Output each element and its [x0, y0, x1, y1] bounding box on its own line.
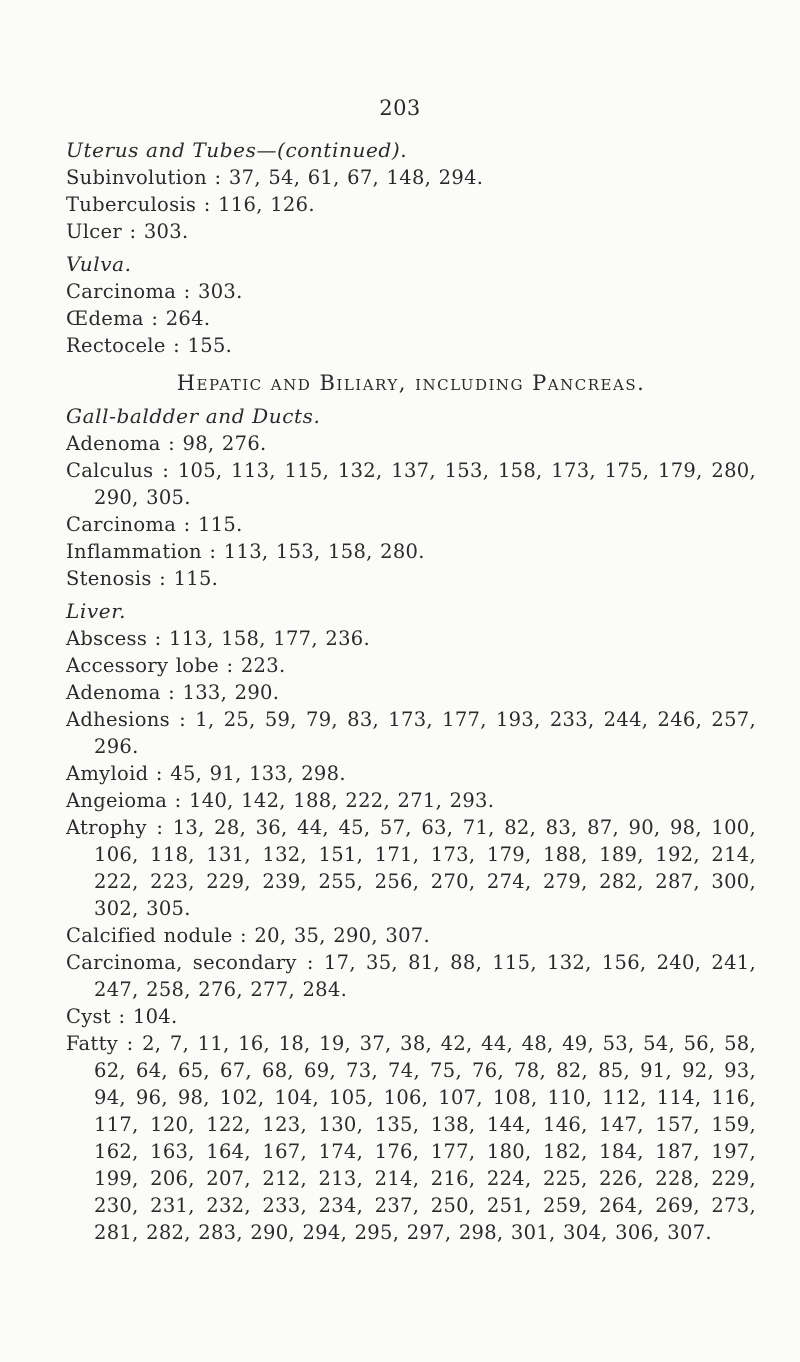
- entry-name: Carcinoma: [66, 280, 177, 303]
- index-entry: Adenoma : 98, 276.: [66, 432, 267, 455]
- entry-page-refs: 115.: [198, 513, 243, 536]
- entry-page-refs: 37, 54, 61, 67, 148, 294.: [228, 166, 484, 189]
- index-subsection: [66, 598, 756, 1246]
- entry-name: Ulcer: [66, 220, 122, 243]
- entry-name: Amyloid: [66, 762, 149, 785]
- index-blocks-bottom: [66, 403, 756, 1246]
- index-blocks-top: [66, 137, 756, 359]
- entry-name: Atrophy: [66, 816, 147, 839]
- entry-page-refs: 223.: [240, 654, 286, 677]
- entry-page-refs: 105, 113, 115, 132, 137, 153, 158, 173, 175, 179, 280, 290, 305.: [94, 459, 756, 509]
- entry-page-refs: 2, 7, 11, 16, 18, 19, 37, 38, 42, 44, 48, 49, 53, 54, 56, 58, 62, 64, 65, 67, 68, 69, 73, 74, 75, 76, 78, 82, 85, 91, 92, 93, 94, 96, 98, 102, 104, 105, 106, 107, 108, 110, 112, 114, 116, 117, 120, 122, 123, 130, 135, 138, 144, 146, 147, 157, 159, 162, 163, 164, 167, 174, 176, 177, 180, 182, 184, 187, 197, 199, 206, 207, 212, 213, 214, 216, 224, 225, 226, 228, 229, 230, 231, 232, 233, 234, 237, 250, 251, 259, 264, 269, 273, 281, 282, 283, 290, 294, 295, 297, 298, 301, 304, 306, 307.: [94, 1032, 756, 1244]
- entry-name: Tuberculosis: [66, 193, 197, 216]
- index-entry: Accessory lobe : 223.: [66, 654, 286, 677]
- index-subsection: [66, 137, 756, 245]
- index-entry: Amyloid : 45, 91, 133, 298.: [66, 762, 346, 785]
- index-entry: Fatty : 2, 7, 11, 16, 18, 19, 37, 38, 42, 44, 48, 49, 53, 54, 56, 58, 62, 64, 65, 67, 68, 69, 73, 74, 75, 76, 78, 82, 85, 91, 92, 93, 94, 96, 98, 102, 104, 105, 106, 107, 108, 110, 112, 114, 116, 117, 120, 122, 123, 130, 135, 138, 144, 146, 147, 157, 159, 162, 163, 164, 167, 174, 176, 177, 180, 182, 184, 187, 197, 199, 206, 207, 212, 213, 214, 216, 224, 225, 226, 228, 229, 230, 231, 232, 233, 234, 237, 250, 251, 259, 264, 269, 273, 281, 282, 283, 290, 294, 295, 297, 298, 301, 304, 306, 307.: [66, 1032, 756, 1244]
- subsection-heading: Uterus and Tubes—(continued).: [66, 138, 408, 162]
- subsection-heading: Liver.: [66, 599, 127, 623]
- entry-page-refs: 17, 35, 81, 88, 115, 132, 156, 240, 241, 247, 258, 276, 277, 284.: [94, 951, 756, 1001]
- index-entry: Inflammation : 113, 153, 158, 280.: [66, 540, 425, 563]
- index-entry: Atrophy : 13, 28, 36, 44, 45, 57, 63, 71, 82, 83, 87, 90, 98, 100, 106, 118, 131, 132, 151, 171, 173, 179, 188, 189, 192, 214, 222, 223, 229, 239, 255, 256, 270, 274, 279, 282, 287, 300, 302, 305.: [66, 816, 756, 920]
- index-entry: Carcinoma : 115.: [66, 513, 243, 536]
- entry-name: Calculus: [66, 459, 154, 482]
- entry-name: Carcinoma, secondary: [66, 951, 297, 974]
- entry-name: Carcinoma: [66, 513, 177, 536]
- entry-name: Rectocele: [66, 334, 166, 357]
- index-entry: Angeioma : 140, 142, 188, 222, 271, 293.: [66, 789, 495, 812]
- page-number: 203: [379, 96, 421, 120]
- index-entry: Subinvolution : 37, 54, 61, 67, 148, 294.: [66, 166, 484, 189]
- entry-page-refs: 303.: [198, 280, 243, 303]
- index-entry: Rectocele : 155.: [66, 334, 233, 357]
- entry-name: Calcified nodule: [66, 924, 233, 947]
- entry-page-refs: 116, 126.: [218, 193, 315, 216]
- entry-page-refs: 45, 91, 133, 298.: [170, 762, 346, 785]
- entry-name: Adhesions: [66, 708, 170, 731]
- index-entry: Adhesions : 1, 25, 59, 79, 83, 173, 177, 193, 233, 244, 246, 257, 296.: [66, 708, 756, 758]
- index-entry: Stenosis : 115.: [66, 567, 219, 590]
- entry-page-refs: 264.: [165, 307, 211, 330]
- index-entry: Tuberculosis : 116, 126.: [66, 193, 315, 216]
- entry-page-refs: 98, 276.: [182, 432, 267, 455]
- index-entry: Œdema : 264.: [66, 307, 211, 330]
- index-entry: Cyst : 104.: [66, 1005, 178, 1028]
- subsection-heading: Vulva.: [66, 252, 132, 276]
- index-subsection: [66, 251, 756, 359]
- entry-page-refs: 140, 142, 188, 222, 271, 293.: [189, 789, 495, 812]
- entry-page-refs: 1, 25, 59, 79, 83, 173, 177, 193, 233, 244, 246, 257, 296.: [94, 708, 756, 758]
- index-entry: Abscess : 113, 158, 177, 236.: [66, 627, 370, 650]
- entry-name: Angeioma: [66, 789, 168, 812]
- index-entry: Calculus : 105, 113, 115, 132, 137, 153, 158, 173, 175, 179, 280, 290, 305.: [66, 459, 756, 509]
- entry-page-refs: 113, 153, 158, 280.: [223, 540, 425, 563]
- entry-page-refs: 113, 158, 177, 236.: [169, 627, 370, 650]
- entry-page-refs: 104.: [132, 1005, 178, 1028]
- entry-name: Adenoma: [66, 681, 161, 704]
- entry-page-refs: 155.: [187, 334, 233, 357]
- entry-name: Cyst: [66, 1005, 111, 1028]
- entry-name: Inflammation: [66, 540, 202, 563]
- entry-page-refs: 133, 290.: [182, 681, 280, 704]
- subsection-heading: Gall-baldder and Ducts.: [66, 404, 321, 428]
- entry-name: Stenosis: [66, 567, 152, 590]
- entry-name: Œdema: [66, 307, 144, 330]
- section-heading: Hepatic and Biliary, including Pancreas.: [176, 371, 646, 395]
- entry-page-refs: 13, 28, 36, 44, 45, 57, 63, 71, 82, 83, 87, 90, 98, 100, 106, 118, 131, 132, 151, 171, 173, 179, 188, 189, 192, 214, 222, 223, 229, 239, 255, 256, 270, 274, 279, 282, 287, 300, 302, 305.: [94, 816, 756, 920]
- entry-name: Accessory lobe: [66, 654, 219, 677]
- entry-name: Abscess: [66, 627, 148, 650]
- index-entry: Carcinoma, secondary : 17, 35, 81, 88, 115, 132, 156, 240, 241, 247, 258, 276, 277, 284.: [66, 951, 756, 1001]
- entry-page-refs: 303.: [143, 220, 189, 243]
- index-subsection: [66, 403, 756, 592]
- index-entry: Ulcer : 303.: [66, 220, 189, 243]
- index-entry: Calcified nodule : 20, 35, 290, 307.: [66, 924, 430, 947]
- entry-name: Adenoma: [66, 432, 161, 455]
- entry-page-refs: 115.: [173, 567, 219, 590]
- entry-name: Subinvolution: [66, 166, 208, 189]
- entry-name: Fatty: [66, 1032, 119, 1055]
- index-entry: Adenoma : 133, 290.: [66, 681, 280, 704]
- index-content: [66, 137, 756, 1246]
- index-entry: Carcinoma : 303.: [66, 280, 243, 303]
- entry-page-refs: 20, 35, 290, 307.: [254, 924, 430, 947]
